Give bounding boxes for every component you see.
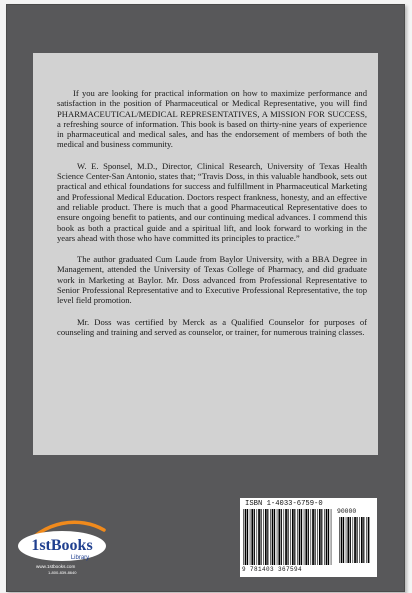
- barcode-bar: [258, 509, 260, 565]
- barcode-bar: [243, 509, 244, 565]
- barcode-bar: [331, 509, 332, 565]
- barcode-bar: [290, 509, 291, 565]
- author-bio-paragraph: The author graduated Cum Laude from Baylor University, with a BBA Degree in Management, attended the University of Texas College of Pharmacy, and did graduate work in Marketing at Baylor. Mr. Doss advanced from Professional Representative to Senior Professional Representative and to Executive Professional Representative, the top level field promotion.: [57, 254, 367, 306]
- price-code: 90000: [337, 508, 357, 515]
- barcode-bar: [301, 509, 302, 565]
- barcode-bar: [299, 509, 301, 565]
- svg-text:Library: Library: [70, 555, 90, 561]
- barcode-bar: [284, 509, 285, 565]
- barcode-bar: [317, 509, 318, 565]
- barcode-bar: [359, 517, 360, 563]
- barcode-bar: [278, 509, 280, 565]
- blurb-paragraph: If you are looking for practical information on how to maximize performance and satisfaction in the position of Pharmaceutical or Medical Representative, you will find PHARMACEUTICAL/MEDICAL REPRESENTATIVES, A MISSION FOR SUCCESS, a refreshing source of information. This book is based on thirty-nine years of experience in pharmaceutical and medical sales, and has the endorsement of members of both the medical and business community.: [57, 88, 367, 150]
- barcode-bar: [363, 517, 364, 563]
- publisher-block: [18, 514, 108, 580]
- barcode-bar: [297, 509, 298, 565]
- barcode-bar: [274, 509, 275, 565]
- isbn-label: ISBN 1-4033-6759-0: [245, 500, 323, 508]
- barcode-bar: [339, 517, 340, 563]
- svg-text:1stBooks: 1stBooks: [31, 537, 93, 554]
- barcode-bar: [267, 509, 268, 565]
- barcode-bar: [257, 509, 258, 565]
- barcode-bar: [250, 509, 251, 565]
- back-cover: [6, 4, 405, 592]
- barcode-bar: [261, 509, 262, 565]
- endorsement-paragraph: W. E. Sponsel, M.D., Director, Clinical Research, University of Texas Health Science Center-San Antonio, states that; “Travis Doss, in this valuable handbook, sets out practical and ethical foundations for success and fulfillment in Pharmaceutical Marketing and Professional Medical Education. Doctors respect frankness, honesty, and an effective and reliable product. There is much that a good Pharmaceutical Representative does to ensure ongoing benefit to patients, and our continuing medical advances. I commend this book as both a practical guide and a spiritual lift, and look forward to working in the years ahead with those who have committed its principles to practice.”: [57, 160, 367, 243]
- ean-barcode: [243, 509, 333, 565]
- barcode-bar: [357, 517, 358, 563]
- barcode-bar: [288, 509, 289, 565]
- certification-paragraph: Mr. Doss was certified by Merck as a Qualified Counselor for purposes of counseling and training and served as counselor, or trainer, for numerous training classes.: [57, 316, 367, 337]
- publisher-logo: [18, 514, 108, 564]
- publisher-phone: 1-800-839-8640: [48, 570, 77, 575]
- barcode-bar: [353, 517, 354, 563]
- barcode-bar: [319, 509, 321, 565]
- price-barcode: [339, 517, 371, 563]
- barcode-bar: [294, 509, 295, 565]
- barcode-bar: [368, 517, 370, 563]
- barcode-bar: [245, 509, 247, 565]
- barcode-bar: [308, 509, 309, 565]
- barcode-bar: [285, 509, 287, 565]
- barcode-bar: [265, 509, 267, 565]
- barcode-bar: [341, 517, 343, 563]
- barcode-bar: [251, 509, 253, 565]
- barcode-bar: [343, 517, 344, 563]
- barcode-bar: [347, 517, 349, 563]
- barcode-bar: [361, 517, 363, 563]
- barcode-bar: [263, 509, 264, 565]
- blurb-panel: [33, 53, 378, 455]
- barcode-bar: [326, 509, 328, 565]
- barcode-bar: [328, 509, 329, 565]
- barcode-bar: [315, 509, 316, 565]
- barcode-bar: [321, 509, 322, 565]
- barcode-bar: [277, 509, 278, 565]
- barcode-bar: [305, 509, 307, 565]
- barcode-bar: [272, 509, 274, 565]
- barcode-bar: [324, 509, 325, 565]
- barcode-bar: [247, 509, 248, 565]
- barcode-box: [240, 498, 377, 577]
- barcode-bar: [312, 509, 314, 565]
- barcode-bar: [292, 509, 294, 565]
- barcode-number: 9 781403 367594: [242, 566, 303, 573]
- publisher-url: www.1stbooks.com: [36, 564, 76, 569]
- barcode-bar: [350, 517, 351, 563]
- barcode-bar: [366, 517, 367, 563]
- barcode-bar: [281, 509, 282, 565]
- barcode-bar: [270, 509, 271, 565]
- barcode-bar: [254, 509, 255, 565]
- barcode-bar: [304, 509, 305, 565]
- barcode-bar: [346, 517, 347, 563]
- barcode-bar: [354, 517, 356, 563]
- barcode-bar: [311, 509, 312, 565]
